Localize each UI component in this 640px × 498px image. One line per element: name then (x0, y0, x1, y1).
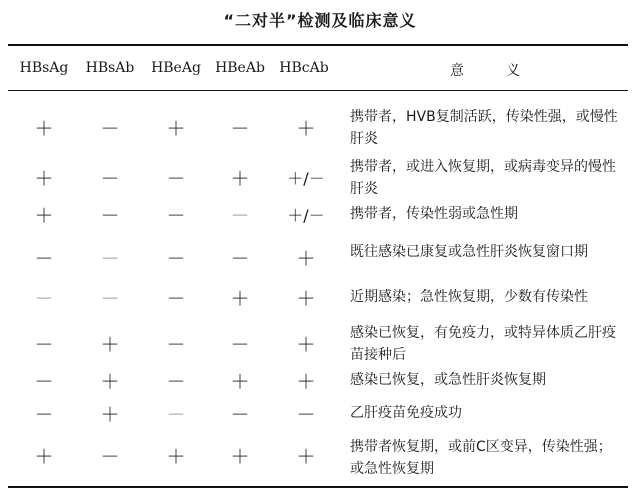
table-cell-mark: ＋ (166, 118, 186, 140)
column-header-hbsab: HBsAb (85, 60, 135, 76)
table-cell-mark: ＋ (296, 248, 316, 270)
table-cell-mark: － (34, 371, 54, 393)
table-cell-mark: ＋ (34, 168, 54, 190)
table-cell-mark: ＋ (100, 404, 120, 426)
table-header-rule (8, 90, 628, 91)
table-cell-meaning: 携带者，或进入恢复期，或病毒变异的慢性肝炎 (350, 159, 616, 197)
table-cell-mark: ＋ (230, 371, 250, 393)
table-cell-mark: － (100, 118, 120, 140)
table-cell-mark: － (230, 248, 250, 270)
column-header-hbeab: HBeAb (215, 60, 265, 76)
table-top-rule (8, 44, 628, 46)
table-cell-mark: － (100, 248, 120, 270)
table-cell-mark: ＋ (100, 334, 120, 356)
table-cell-mark: － (100, 168, 120, 190)
table-cell-mark: ＋ (34, 118, 54, 140)
table-cell-mark: ＋ (296, 446, 316, 468)
table-cell-meaning: 携带者恢复期，或前C区变异，传染性强；或急性恢复期 (350, 439, 612, 477)
table-cell-meaning: 携带者，传染性弱或急性期 (350, 206, 518, 222)
table-cell-meaning: 既往感染已康复或急性肝炎恢复窗口期 (350, 244, 588, 260)
table-cell-mark: － (230, 118, 250, 140)
table-cell-mark: － (166, 248, 186, 270)
column-header-meaning: 意 义 (450, 63, 520, 79)
table-cell-mark: － (100, 446, 120, 468)
table-cell-mark: － (230, 334, 250, 356)
column-header-hbeag: HBeAg (151, 60, 201, 76)
table-cell-mark: ＋ (296, 118, 316, 140)
table-cell-mark: ＋ (34, 446, 54, 468)
table-cell-meaning: 感染已恢复，或急性肝炎恢复期 (350, 372, 546, 388)
table-bottom-rule (8, 486, 628, 488)
column-header-hbsag: HBsAg (19, 60, 69, 76)
table-title: “二对半”检测及临床意义 (223, 11, 417, 30)
table-cell-mark: － (100, 205, 120, 227)
table-cell-mark: － (166, 168, 186, 190)
table-cell-mark: － (100, 288, 120, 310)
table-cell-mark: ＋ (230, 168, 250, 190)
table-cell-mark: ＋ (230, 288, 250, 310)
table-cell-mark: － (230, 205, 250, 227)
table-cell-mark: － (166, 404, 186, 426)
table-cell-mark: ＋ (296, 371, 316, 393)
table-cell-mark: － (166, 288, 186, 310)
table-cell-mark: ＋ (296, 334, 316, 356)
table-cell-meaning: 携带者，HVB复制活跃，传染性强，或慢性肝炎 (350, 109, 618, 147)
table-cell-mark: － (296, 404, 316, 426)
table-cell-mark: ＋ (296, 288, 316, 310)
table-cell-meaning: 近期感染；急性恢复期，少数有传染性 (350, 289, 588, 305)
table-cell-meaning: 感染已恢复，有免疫力，或特异体质乙肝疫苗接种后 (350, 325, 616, 363)
table-cell-mark: － (166, 371, 186, 393)
table-cell-mark: ＋ (34, 205, 54, 227)
table-cell-mark: ＋/－ (287, 169, 325, 188)
table-cell-mark: － (34, 248, 54, 270)
table-cell-mark: － (34, 404, 54, 426)
table-cell-mark: － (230, 404, 250, 426)
table-cell-mark: － (34, 288, 54, 310)
table-cell-mark: ＋/－ (287, 206, 325, 225)
table-cell-mark: ＋ (166, 446, 186, 468)
table-cell-mark: ＋ (100, 371, 120, 393)
table-cell-mark: ＋ (230, 446, 250, 468)
table-cell-mark: － (166, 205, 186, 227)
table-cell-meaning: 乙肝疫苗免疫成功 (350, 405, 462, 421)
column-header-hbcab: HBcAb (279, 60, 329, 76)
table-cell-mark: － (34, 334, 54, 356)
table-cell-mark: － (166, 334, 186, 356)
